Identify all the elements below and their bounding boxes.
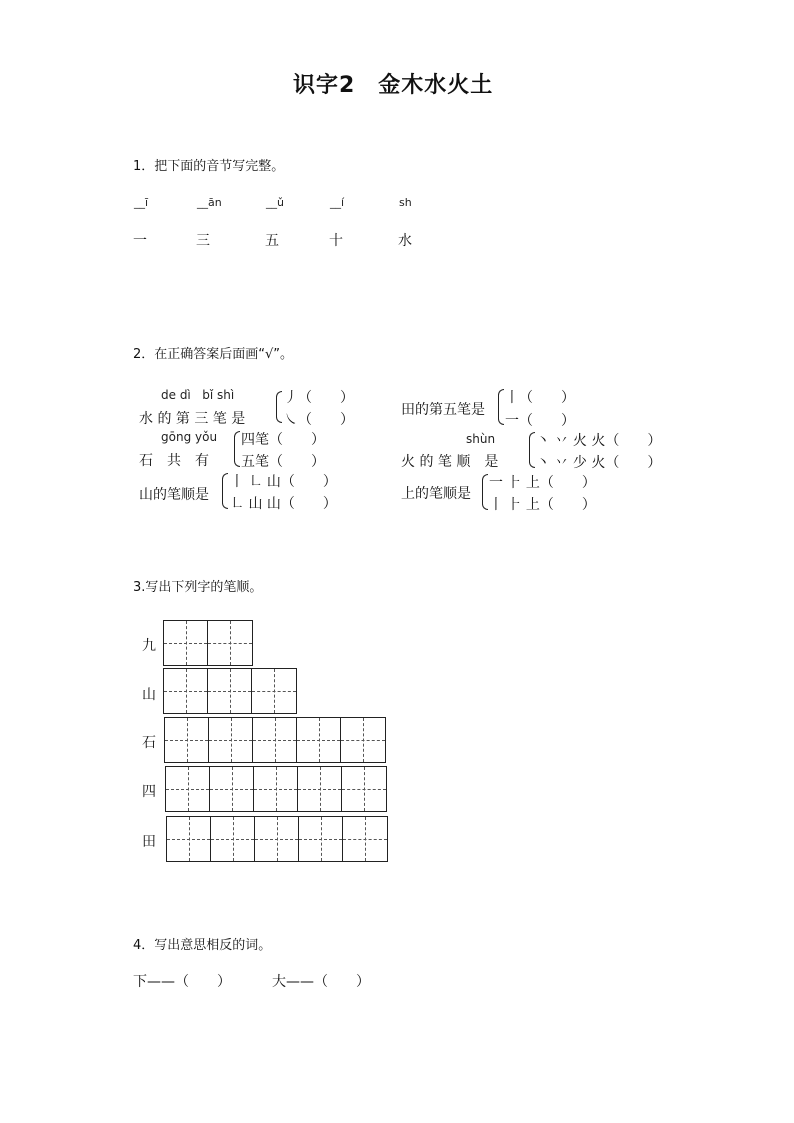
q2d-option-1[interactable]: 丨（ ）	[505, 390, 575, 406]
q3-writing-grid-tian[interactable]	[166, 816, 388, 862]
q2a-brace	[276, 391, 282, 423]
q2f-stem: 上的笔顺是	[401, 486, 471, 502]
q2d-stem: 田的第五笔是	[401, 402, 485, 418]
q2b-pinyin: gōng yǒu	[161, 430, 218, 444]
q4-heading: 4．写出意思相反的词。	[133, 938, 272, 953]
q2c-stem: 山的笔顺是	[139, 487, 209, 503]
q3-writing-grid-shi[interactable]	[164, 717, 386, 763]
q1-char-3: 五	[265, 233, 279, 249]
q1-pinyin-2: __ān	[197, 196, 222, 209]
q3-writing-grid-shan[interactable]	[163, 668, 297, 714]
q1-pinyin-5: sh	[399, 196, 412, 209]
q2e-brace	[529, 432, 535, 468]
q2b-option-1[interactable]: 四笔（ ）	[241, 432, 325, 448]
q1-heading: 1．把下面的音节写完整。	[133, 159, 285, 174]
q1-char-5: 水	[398, 233, 412, 249]
q2a-option-2[interactable]: ㇏（ ）	[284, 412, 354, 428]
q1-char-2: 三	[196, 233, 210, 249]
q4-antonym-xia[interactable]: 下——（ ）	[133, 974, 231, 990]
q2f-option-1[interactable]: 一 ⺊ 上（ ）	[489, 475, 596, 491]
q3-writing-grid-si[interactable]	[165, 766, 387, 812]
q2d-option-2[interactable]: 一（ ）	[505, 413, 575, 429]
q4-antonym-da[interactable]: 大——（ ）	[272, 974, 370, 990]
q1-pinyin-3: __ǔ	[266, 196, 284, 209]
q3-writing-grid-jiu[interactable]	[163, 620, 253, 666]
q3-heading: 3.写出下列字的笔顺。	[133, 580, 263, 595]
q2a-stem: 水 的 第 三 笔 是	[139, 411, 246, 427]
q2c-brace	[222, 473, 228, 509]
q2a-option-1[interactable]: 丿（ ）	[284, 390, 354, 406]
q3-char-shi: 石	[142, 735, 156, 751]
q1-char-4: 十	[329, 233, 343, 249]
q2c-option-1[interactable]: 丨 ㇗ 山（ ）	[230, 474, 337, 490]
q2e-option-1[interactable]: 丶 丷 火 火（ ）	[536, 433, 662, 449]
q2b-brace	[234, 431, 240, 467]
q1-char-1: 一	[133, 233, 147, 249]
q2d-brace	[498, 389, 504, 425]
q2b-option-2[interactable]: 五笔（ ）	[241, 454, 325, 470]
q2f-option-2[interactable]: 丨 ⺊ 上（ ）	[489, 497, 596, 513]
q3-char-tian: 田	[142, 834, 156, 850]
q3-char-jiu: 九	[142, 638, 156, 654]
q1-pinyin-4: __í	[330, 196, 345, 209]
q2c-option-2[interactable]: ㇗ 山 山（ ）	[230, 496, 337, 512]
q3-char-shan: 山	[142, 687, 156, 703]
q1-pinyin-1: __ī	[134, 196, 149, 209]
q2e-option-2[interactable]: 丶 丷 少 火（ ）	[536, 455, 662, 471]
q2e-pinyin: shùn	[466, 432, 496, 446]
q2-heading: 2．在正确答案后面画“√”。	[133, 347, 294, 362]
q2f-brace	[482, 474, 488, 510]
q2e-stem: 火 的 笔 顺 是	[401, 454, 499, 470]
page-title: 识字2 金木水火土	[293, 73, 494, 98]
q2b-stem: 石 共 有	[139, 453, 209, 469]
q3-char-si: 四	[142, 784, 156, 800]
q2a-pinyin: de dì bǐ shì	[161, 388, 235, 402]
